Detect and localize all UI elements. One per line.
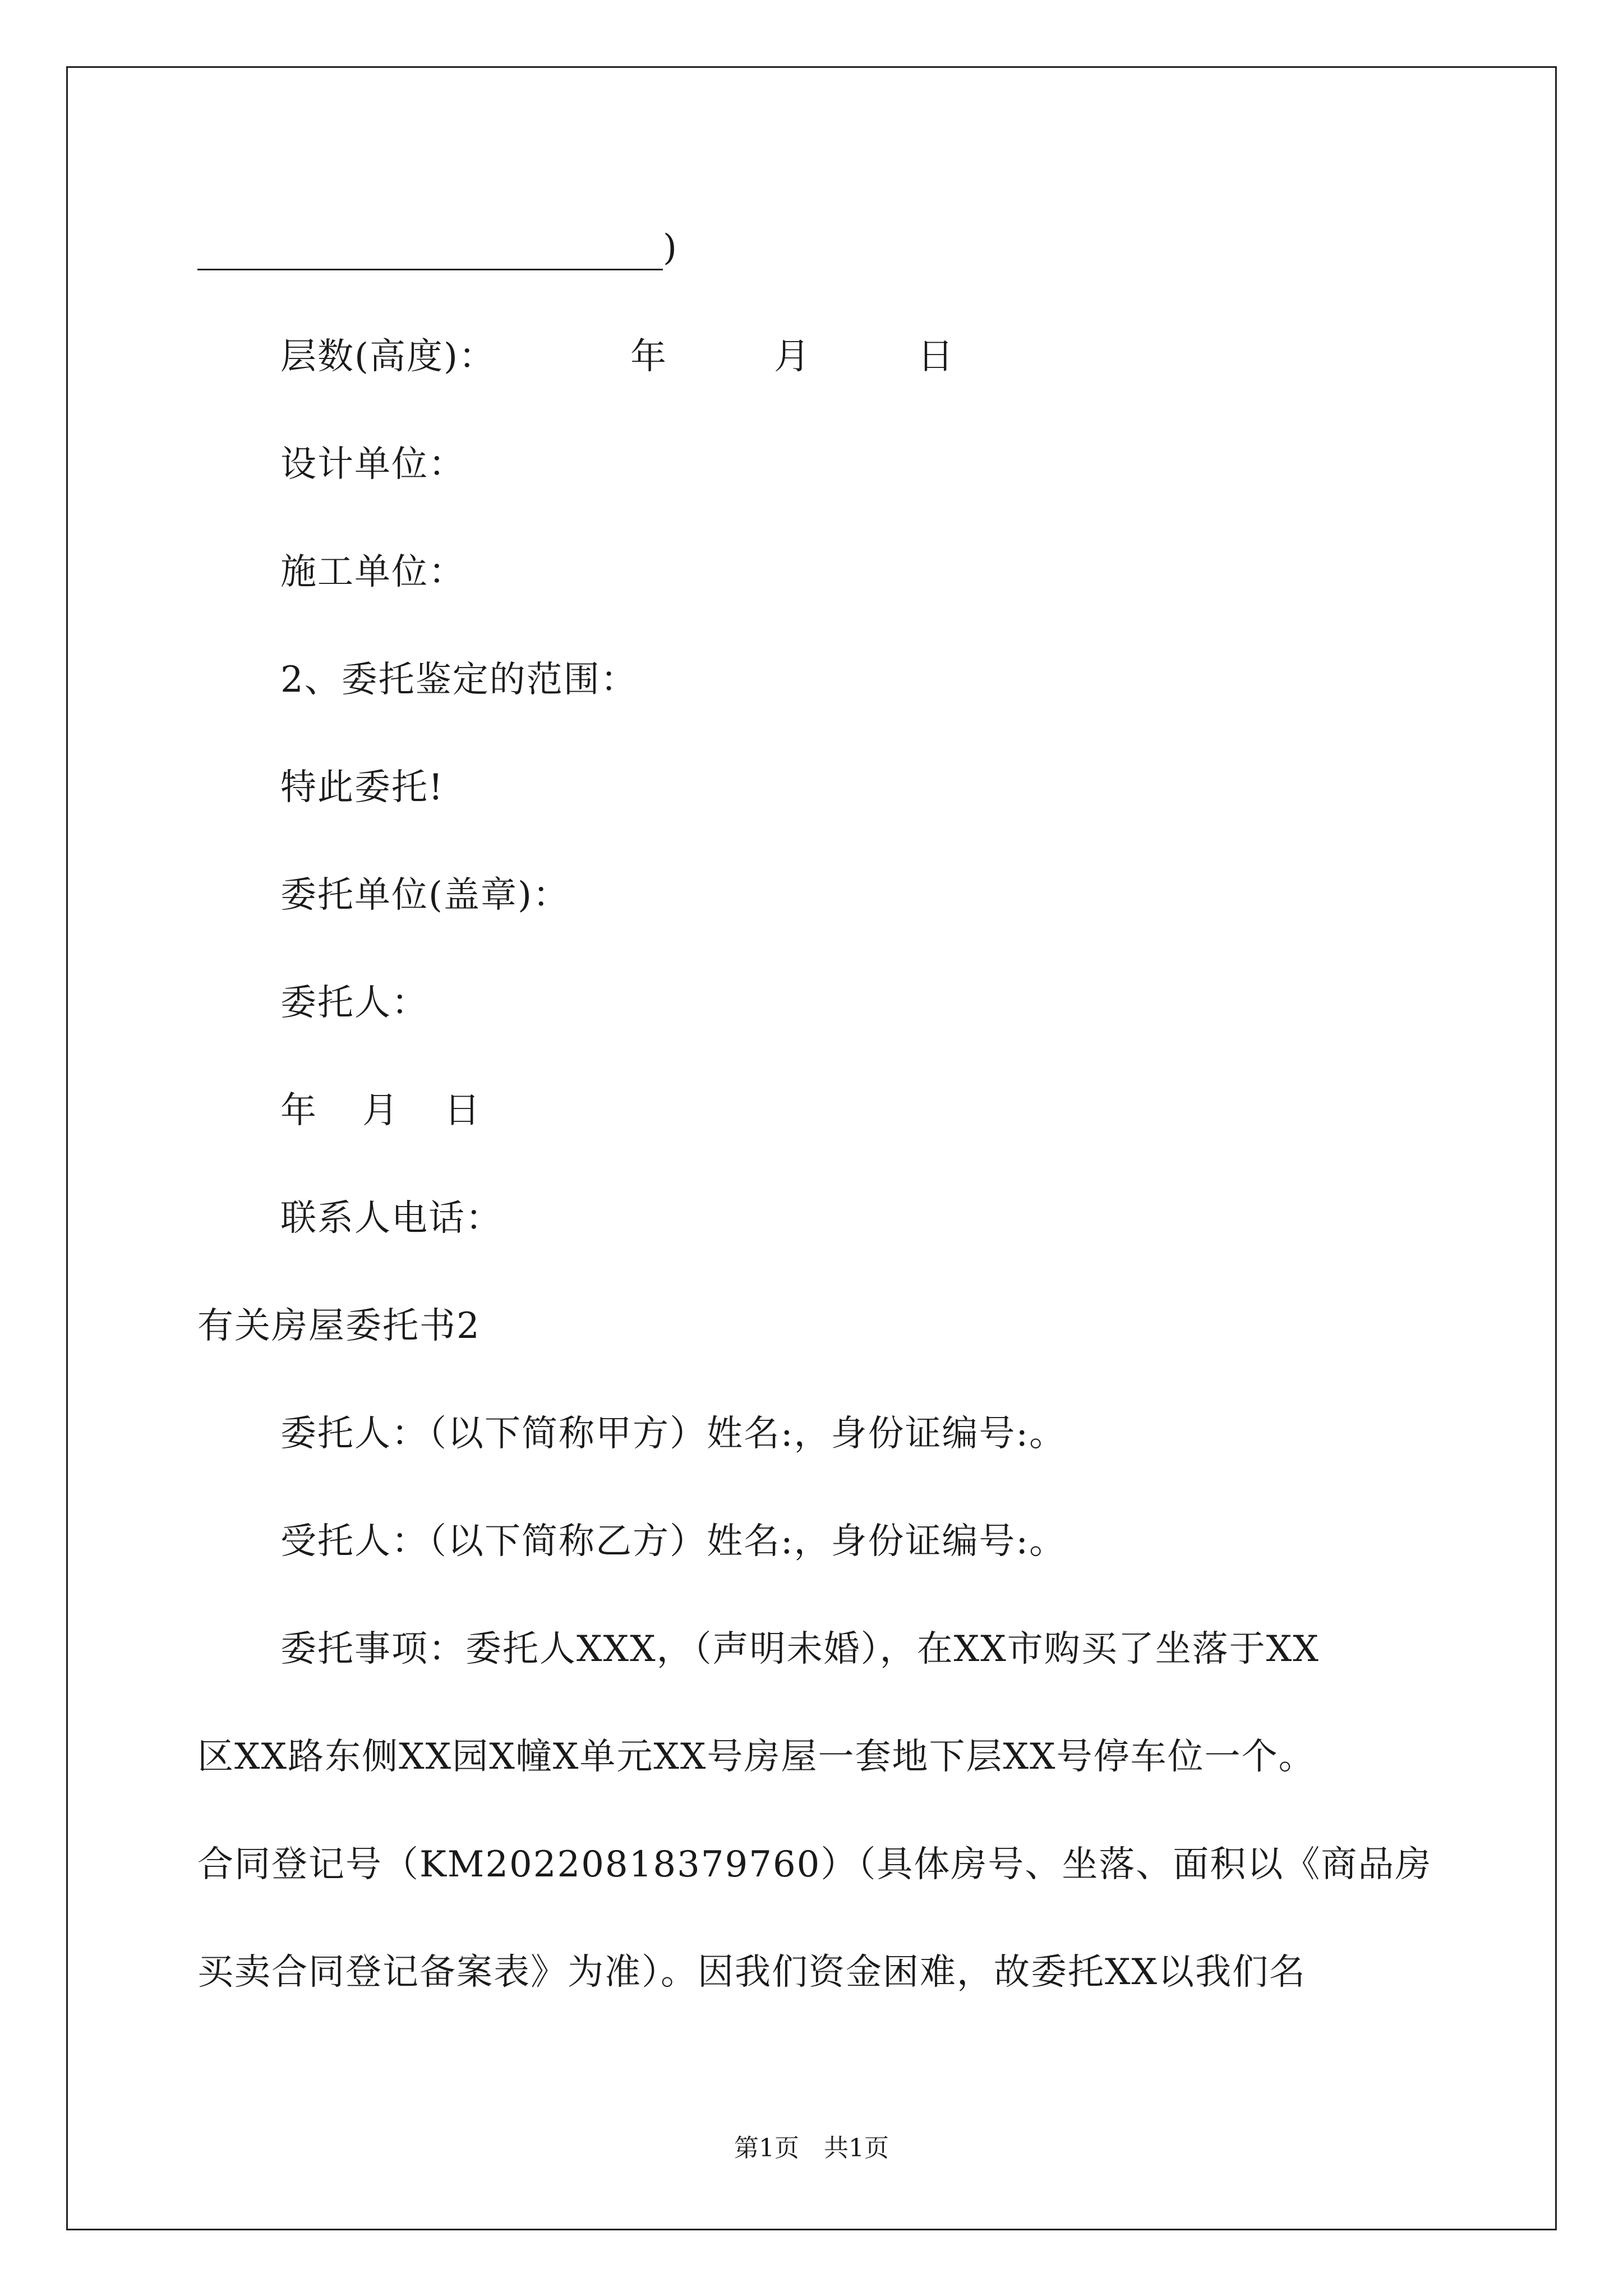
hereby-entrust-line: 特此委托! — [280, 767, 444, 808]
page-border — [66, 66, 1557, 2230]
floors-label: 层数(高度)： — [280, 336, 496, 378]
principal-info-line: 委托人：（以下简称甲方）姓名:，身份证编号:。 — [280, 1413, 1067, 1455]
closing-paren: ) — [663, 227, 678, 269]
year-label: 年 — [630, 336, 667, 378]
page-footer — [0, 2132, 1623, 2165]
blank-underline-line — [197, 226, 678, 270]
page-total: 共1页 — [824, 2134, 889, 2162]
entrusted-matter-line-4: 买卖合同登记备案表》为准）。因我们资金困难，故委托XX以我们名 — [197, 1952, 1307, 1993]
month-label: 月 — [362, 1090, 399, 1131]
floors-height-line — [280, 334, 955, 379]
year-label: 年 — [280, 1090, 317, 1131]
construction-unit-line: 施工单位： — [280, 551, 465, 593]
entrusting-unit-line: 委托单位(盖章)： — [280, 875, 570, 916]
section-title: 有关房屋委托书2 — [197, 1305, 481, 1347]
entrusted-matter-line-3: 合同登记号（KM20220818379760）（具体房号、坐落、面积以《商品房 — [197, 1844, 1432, 1885]
page-number: 第1页 — [734, 2134, 799, 2162]
date-line — [280, 1088, 481, 1133]
month-label: 月 — [773, 336, 811, 378]
fill-in-blank — [197, 234, 663, 270]
day-label: 日 — [917, 336, 955, 378]
entrusted-matter-line-1: 委托事项：委托人XXX，（声明未婚），在XX市购买了坐落于XX — [280, 1628, 1320, 1670]
entrusting-person-line: 委托人： — [280, 982, 428, 1024]
design-unit-line: 设计单位： — [280, 444, 465, 485]
agent-info-line: 受托人：（以下简称乙方）姓名:，身份证编号:。 — [280, 1521, 1067, 1562]
day-label: 日 — [444, 1090, 481, 1131]
entrusted-matter-line-2: 区XX路东侧XX园X幢X单元XX号房屋一套地下层XX号停车位一个。 — [197, 1736, 1316, 1778]
contact-phone-line: 联系人电话： — [280, 1198, 502, 1239]
appraisal-scope-line: 2、委托鉴定的范围： — [280, 659, 638, 701]
